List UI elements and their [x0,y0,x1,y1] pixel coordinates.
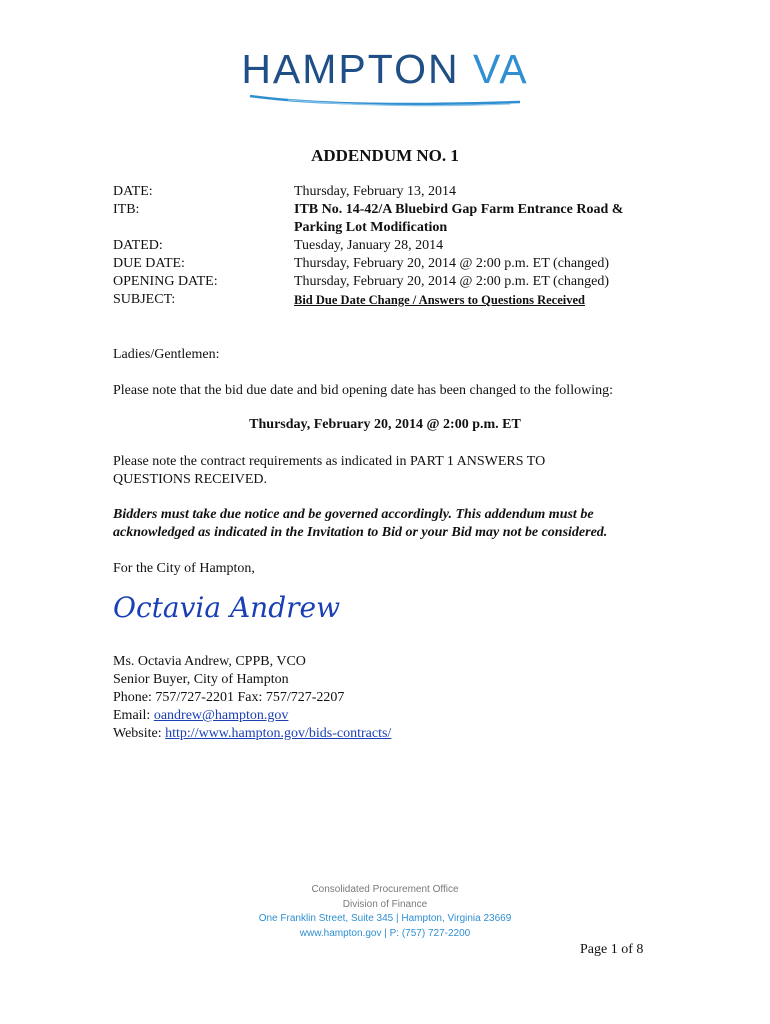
bid-change-paragraph: Please note that the bid due date and bid opening date has been changed to the following: [113,383,613,398]
document-title: ADDENDUM NO. 1 [311,146,459,165]
new-due-date: Thursday, February 20, 2014 @ 2:00 p.m. ET [249,417,521,432]
header-row-subject [113,291,664,309]
salutation: Ladies/Gentlemen: [113,347,220,362]
header-row-itb [113,201,664,237]
itb-label: ITB: [113,202,140,217]
header-row-dated [113,237,664,255]
footer-office: Consolidated Procurement Office [311,884,459,895]
website-label: Website: [113,726,162,741]
dated-value: Tuesday, January 28, 2014 [294,238,444,253]
opening-date-label: OPENING DATE: [113,274,218,289]
contact-phone: Phone: 757/727-2201 Fax: 757/727-2207 [113,690,345,705]
itb-value: ITB No. 14-42/A Bluebird Gap Farm Entrance Road & Parking Lot Modification [294,202,624,235]
footer-website-link[interactable]: www.hampton.gov [299,927,382,939]
footer-division: Division of Finance [342,898,428,910]
header-row-date [113,183,664,201]
contact-name: Ms. Octavia Andrew, CPPB, VCO [113,654,306,669]
closing-line: For the City of Hampton, [113,561,255,576]
header-row-due-date [113,255,664,273]
hampton-logo [0,46,770,92]
page-number: Page 1 of 8 [580,942,644,957]
footer [0,883,770,941]
bidder-notice: Bidders must take due notice and be governed accordingly. This addendum must be acknowledged as indicated in the Invitation to Bid or your Bid may not be considered. [113,507,608,540]
logo-text [241,46,528,92]
contact-role: Senior Buyer, City of Hampton [113,672,289,687]
header-block [113,183,664,309]
date-value: Thursday, February 13, 2014 [294,184,457,199]
contract-requirements-paragraph: Please note the contract requirements as indicated in PART 1 ANSWERS TO QUESTIONS RECEIVED. [113,454,546,487]
contact-email-line [113,707,673,725]
date-label: DATE: [113,184,153,199]
due-date-value: Thursday, February 20, 2014 @ 2:00 p.m. ET (changed) [294,256,609,271]
footer-address: One Franklin Street, Suite 345 | Hampton, Virginia 23669 [258,913,512,924]
email-label: Email: [113,708,151,723]
logo-wave-icon [248,88,522,110]
due-date-label: DUE DATE: [113,256,185,271]
header-row-opening-date [113,273,664,291]
signature: Octavia Andrew [113,591,341,624]
subject-value: Bid Due Date Change / Answers to Questions Received [294,293,585,307]
contact-block [113,653,673,743]
website-link[interactable]: http://www.hampton.gov/bids-contracts/ [165,726,392,741]
dated-label: DATED: [113,238,163,253]
logo-accent-text: VA [473,46,529,92]
footer-web-phone [0,927,770,942]
email-link[interactable]: oandrew@hampton.gov [153,708,289,723]
logo-main-text: HAMPTON [241,46,460,92]
contact-website-line [113,725,673,743]
subject-label: SUBJECT: [113,292,176,307]
footer-phone: | P: (757) 727-2200 [384,927,471,939]
opening-date-value: Thursday, February 20, 2014 @ 2:00 p.m. ET (changed) [294,274,609,289]
